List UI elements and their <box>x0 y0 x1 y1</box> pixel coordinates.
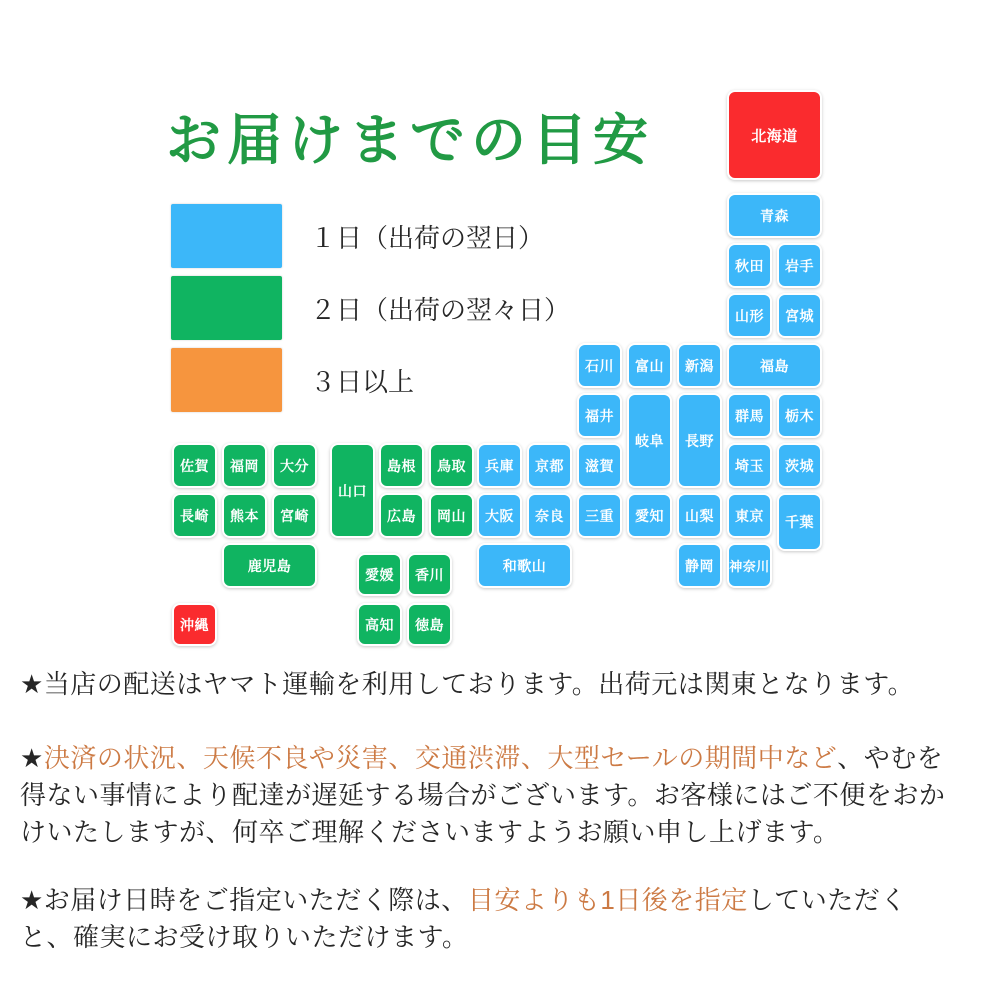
prefecture-tile <box>527 443 572 488</box>
prefecture-tile <box>577 493 622 538</box>
prefecture-label: 東京 <box>735 507 764 524</box>
prefecture-label: 滋賀 <box>585 457 614 474</box>
prefecture-tile <box>727 90 822 180</box>
prefecture-tile <box>172 603 217 646</box>
note-accent-segment: 目安よりも1日後を指定 <box>467 885 748 915</box>
prefecture-label: 大阪 <box>485 507 514 524</box>
prefecture-tile <box>222 443 267 488</box>
prefecture-label: 北海道 <box>751 127 798 145</box>
note-line <box>20 919 980 956</box>
note-line <box>20 814 980 851</box>
prefecture-tile <box>272 443 317 488</box>
prefecture-tile <box>379 493 424 538</box>
prefecture-label: 新潟 <box>685 357 714 374</box>
prefecture-label: 岐阜 <box>635 432 664 449</box>
prefecture-tile <box>477 493 522 538</box>
prefecture-tile <box>272 493 317 538</box>
prefecture-tile <box>527 493 572 538</box>
legend-label-2days: ２日（出荷の翌々日） <box>310 294 571 325</box>
prefecture-tile <box>727 443 772 488</box>
prefecture-label: 神奈川 <box>729 559 770 574</box>
prefecture-label: 大分 <box>280 457 309 474</box>
prefecture-tile <box>222 493 267 538</box>
prefecture-tile <box>627 393 672 488</box>
prefecture-tile <box>727 493 772 538</box>
prefecture-tile <box>379 443 424 488</box>
prefecture-label: 香川 <box>415 566 444 583</box>
prefecture-tile <box>677 393 722 488</box>
note-accent-segment: 決済の状況、天候不良や災害、交通渋滞、大型セールの期間中など <box>43 743 838 773</box>
prefecture-label: 福岡 <box>230 457 259 474</box>
prefecture-tile <box>727 393 772 438</box>
prefecture-label: 高知 <box>365 616 394 633</box>
note-text-segment: ★当店の配送はヤマト運輸を利用しております。出荷元は関東となります。 <box>20 669 915 699</box>
prefecture-tile <box>777 493 822 551</box>
prefecture-tile <box>677 493 722 538</box>
prefecture-label: 鳥取 <box>437 457 466 474</box>
note-text-segment: と、確実にお受け取りいただけます。 <box>20 922 469 952</box>
prefecture-tile <box>477 443 522 488</box>
prefecture-label: 福島 <box>760 357 789 374</box>
prefecture-label: 愛知 <box>635 507 664 524</box>
note-line <box>20 777 980 814</box>
prefecture-label: 宮城 <box>785 307 814 324</box>
prefecture-label: 沖縄 <box>180 616 209 633</box>
prefecture-tile <box>677 343 722 388</box>
prefecture-tile <box>577 443 622 488</box>
prefecture-label: 広島 <box>387 507 416 524</box>
prefecture-tile <box>727 193 822 238</box>
prefecture-tile <box>677 543 722 588</box>
prefecture-label: 和歌山 <box>502 557 547 574</box>
prefecture-label: 山口 <box>338 482 367 499</box>
prefecture-label: 兵庫 <box>485 457 514 474</box>
note-delivery-date-advice <box>20 882 980 956</box>
legend-label-1day: １日（出荷の翌日） <box>310 222 545 253</box>
note-line <box>20 882 980 919</box>
prefecture-tile <box>477 543 572 588</box>
prefecture-label: 群馬 <box>735 407 764 424</box>
prefecture-tile <box>172 493 217 538</box>
prefecture-label: 埼玉 <box>735 457 764 474</box>
prefecture-tile <box>222 543 317 588</box>
prefecture-label: 徳島 <box>415 616 444 633</box>
note-text-segment: ★お届け日時をご指定いただく際は、 <box>20 885 468 915</box>
note-delay-disclaimer <box>20 740 980 851</box>
note-shipping-carrier <box>20 666 980 703</box>
prefecture-tile <box>429 493 474 538</box>
note-line <box>20 666 980 703</box>
prefecture-tile <box>777 243 822 288</box>
prefecture-label: 山梨 <box>685 507 714 524</box>
prefecture-tile <box>357 553 402 596</box>
prefecture-label: 山形 <box>735 307 764 324</box>
prefecture-tile <box>577 393 622 438</box>
prefecture-tile <box>330 443 375 538</box>
prefecture-tile <box>627 343 672 388</box>
prefecture-tile <box>727 543 772 588</box>
prefecture-tile <box>429 443 474 488</box>
prefecture-label: 奈良 <box>535 507 564 524</box>
prefecture-tile <box>727 343 822 388</box>
prefecture-label: 岡山 <box>437 507 466 524</box>
prefecture-label: 佐賀 <box>180 457 209 474</box>
prefecture-tile <box>727 293 772 338</box>
prefecture-tile <box>357 603 402 646</box>
prefecture-tile <box>727 243 772 288</box>
prefecture-tile <box>407 603 452 646</box>
prefecture-label: 宮崎 <box>280 507 309 524</box>
prefecture-label: 栃木 <box>785 407 814 424</box>
note-text-segment: 、やむを <box>837 743 944 773</box>
prefecture-label: 青森 <box>760 207 789 224</box>
prefecture-label: 静岡 <box>685 557 714 574</box>
prefecture-label: 秋田 <box>735 257 764 274</box>
prefecture-label: 石川 <box>585 357 614 374</box>
prefecture-label: 岩手 <box>785 257 814 274</box>
prefecture-label: 富山 <box>635 357 664 374</box>
prefecture-label: 茨城 <box>785 457 814 474</box>
prefecture-tile <box>407 553 452 596</box>
page-title: お届けまでの目安 <box>166 109 655 171</box>
note-text-segment: していただく <box>747 885 907 915</box>
legend-label-3days: ３日以上 <box>310 366 415 397</box>
prefecture-label: 熊本 <box>230 507 259 524</box>
prefecture-tile <box>777 293 822 338</box>
prefecture-label: 島根 <box>387 457 416 474</box>
prefecture-label: 愛媛 <box>365 566 394 583</box>
prefecture-tile <box>172 443 217 488</box>
prefecture-tile <box>627 493 672 538</box>
prefecture-label: 鹿児島 <box>247 557 292 574</box>
prefecture-tile <box>777 393 822 438</box>
note-line <box>20 740 980 777</box>
prefecture-label: 長崎 <box>180 507 209 524</box>
prefecture-tile <box>577 343 622 388</box>
prefecture-label: 福井 <box>585 407 614 424</box>
note-text-segment: 得ない事情により配達が遅延する場合がございます。お客様にはご不便をおか <box>20 780 946 810</box>
prefecture-label: 三重 <box>585 507 614 524</box>
prefecture-label: 京都 <box>535 457 564 474</box>
prefecture-label: 千葉 <box>785 514 814 530</box>
note-text-segment: けいたしますが、何卒ご理解くださいますようお願い申し上げます。 <box>20 817 840 847</box>
prefecture-tile <box>777 443 822 488</box>
prefecture-label: 長野 <box>685 432 714 449</box>
note-text-segment: ★ <box>20 743 44 773</box>
